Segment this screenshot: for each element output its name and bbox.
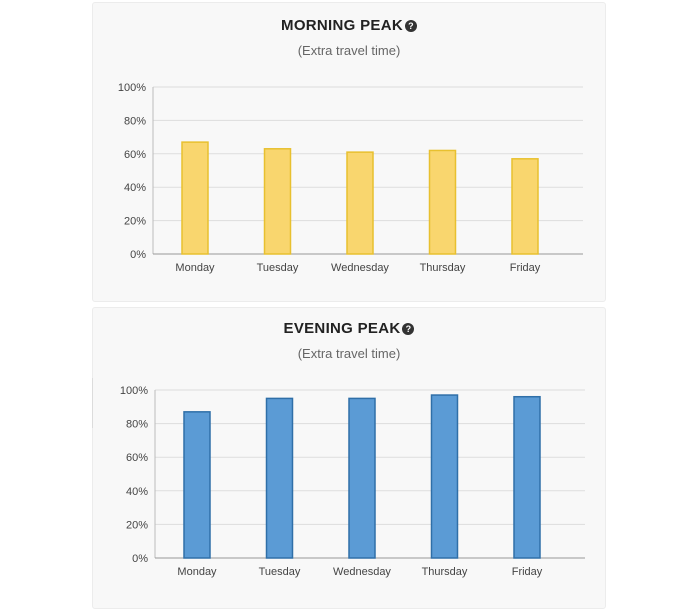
evening-x-tick-label: Wednesday bbox=[333, 566, 391, 578]
question-circle-icon[interactable]: ? bbox=[402, 323, 414, 335]
evening-y-tick-label: 80% bbox=[125, 418, 148, 431]
evening-y-tick-label: 60% bbox=[125, 452, 148, 465]
morning-x-tick-label: Thursday bbox=[419, 262, 466, 274]
evening-x-tick-label: Tuesday bbox=[258, 566, 301, 578]
morning-x-tick-label: Friday bbox=[509, 262, 541, 274]
evening-bar-tuesday[interactable] bbox=[267, 398, 293, 558]
evening-peak-title-text: EVENING PEAK bbox=[283, 320, 401, 337]
morning-peak-subtitle: (Extra travel time) bbox=[297, 43, 401, 58]
morning-peak-title-text: MORNING PEAK bbox=[281, 17, 403, 34]
evening-y-tick-label: 0% bbox=[132, 553, 148, 565]
evening-chart bbox=[120, 385, 585, 578]
evening-x-tick-label: Monday bbox=[177, 566, 217, 578]
morning-y-tick-label: 80% bbox=[123, 115, 146, 128]
morning-y-tick-label: 40% bbox=[123, 182, 146, 195]
question-circle-icon[interactable]: ? bbox=[405, 20, 417, 32]
evening-bar-monday[interactable] bbox=[184, 412, 210, 558]
evening-peak-subtitle: (Extra travel time) bbox=[297, 346, 401, 361]
evening-bar-friday[interactable] bbox=[514, 397, 540, 558]
morning-chart bbox=[118, 82, 583, 274]
evening-y-tick-label: 100% bbox=[119, 385, 148, 397]
morning-y-tick-label: 0% bbox=[130, 249, 146, 261]
evening-bar-wednesday[interactable] bbox=[349, 398, 375, 558]
morning-bar-tuesday[interactable] bbox=[265, 149, 291, 254]
morning-y-tick-label: 60% bbox=[123, 148, 146, 161]
evening-x-tick-label: Thursday bbox=[421, 566, 468, 578]
morning-y-tick-label: 20% bbox=[123, 215, 146, 228]
evening-y-tick-label: 40% bbox=[125, 485, 148, 498]
morning-y-tick-label: 100% bbox=[117, 82, 146, 94]
morning-x-tick-label: Wednesday bbox=[331, 262, 389, 274]
morning-x-tick-label: Tuesday bbox=[256, 262, 299, 274]
morning-bar-monday[interactable] bbox=[182, 142, 208, 254]
morning-bar-friday[interactable] bbox=[512, 159, 538, 254]
morning-bar-thursday[interactable] bbox=[430, 150, 456, 254]
evening-bar-thursday[interactable] bbox=[432, 395, 458, 558]
evening-y-tick-label: 20% bbox=[125, 519, 148, 532]
morning-x-tick-label: Monday bbox=[175, 262, 215, 274]
morning-bar-wednesday[interactable] bbox=[347, 152, 373, 254]
evening-x-tick-label: Friday bbox=[511, 566, 543, 578]
